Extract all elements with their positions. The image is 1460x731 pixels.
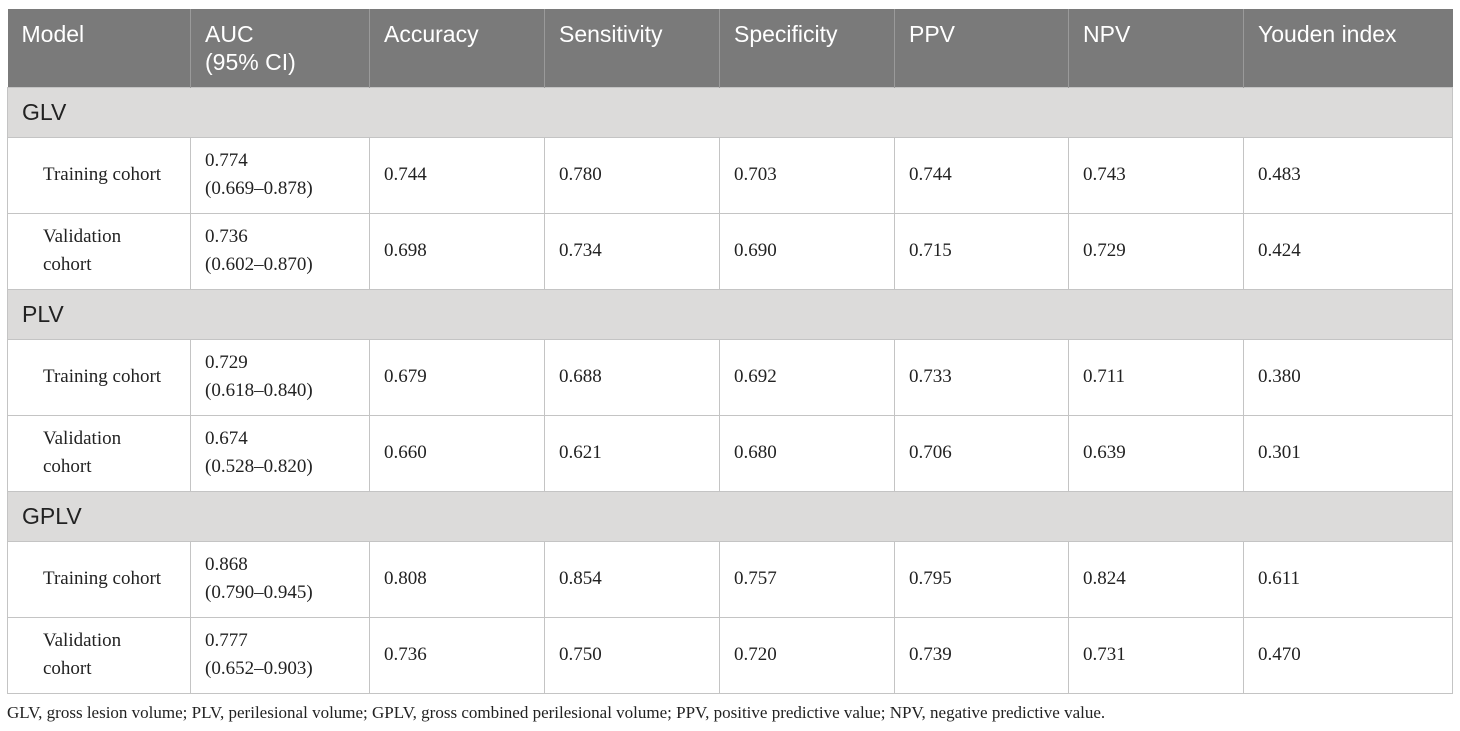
auc-ci: (0.652–0.903): [205, 658, 313, 679]
ppv-cell: 0.744: [895, 137, 1069, 213]
npv-cell: 0.824: [1069, 541, 1244, 617]
auc-cell: [191, 339, 370, 415]
header-auc: AUC (95% CI): [191, 9, 370, 87]
header-specificity: Specificity: [720, 9, 895, 87]
results-table: [7, 9, 1453, 694]
group-row-plv: [8, 289, 1453, 339]
header-ppv: PPV: [895, 9, 1069, 87]
table-row: [8, 541, 1453, 617]
sensitivity-cell: 0.621: [545, 415, 720, 491]
auc-ci: (0.669–0.878): [205, 178, 313, 199]
accuracy-cell: 0.679: [370, 339, 545, 415]
youden-cell: 0.611: [1244, 541, 1453, 617]
group-row-gplv: [8, 491, 1453, 541]
specificity-cell: 0.703: [720, 137, 895, 213]
npv-cell: 0.711: [1069, 339, 1244, 415]
auc-ci: (0.528–0.820): [205, 456, 313, 477]
specificity-cell: 0.690: [720, 213, 895, 289]
ppv-cell: 0.795: [895, 541, 1069, 617]
table-row: [8, 415, 1453, 491]
header-npv: NPV: [1069, 9, 1244, 87]
youden-cell: 0.301: [1244, 415, 1453, 491]
ppv-cell: 0.739: [895, 617, 1069, 693]
accuracy-cell: 0.698: [370, 213, 545, 289]
table-row: [8, 339, 1453, 415]
npv-cell: 0.731: [1069, 617, 1244, 693]
auc-value: 0.868: [205, 554, 248, 575]
auc-value: 0.729: [205, 352, 248, 373]
header-accuracy: Accuracy: [370, 9, 545, 87]
cohort-label: Training cohort: [8, 137, 191, 213]
cohort-label: Validation cohort: [8, 213, 191, 289]
results-table-container: [7, 9, 1452, 694]
ppv-cell: 0.715: [895, 213, 1069, 289]
group-label: PLV: [8, 289, 1453, 339]
sensitivity-cell: 0.688: [545, 339, 720, 415]
cohort-label: Training cohort: [8, 541, 191, 617]
auc-ci: (0.790–0.945): [205, 582, 313, 603]
auc-value: 0.674: [205, 428, 248, 449]
group-label: GPLV: [8, 491, 1453, 541]
sensitivity-cell: 0.734: [545, 213, 720, 289]
youden-cell: 0.470: [1244, 617, 1453, 693]
cohort-label: Validation cohort: [8, 617, 191, 693]
accuracy-cell: 0.744: [370, 137, 545, 213]
auc-ci: (0.602–0.870): [205, 254, 313, 275]
table-row: [8, 213, 1453, 289]
auc-value: 0.736: [205, 226, 248, 247]
sensitivity-cell: 0.750: [545, 617, 720, 693]
npv-cell: 0.729: [1069, 213, 1244, 289]
group-row-glv: [8, 87, 1453, 137]
sensitivity-cell: 0.780: [545, 137, 720, 213]
specificity-cell: 0.720: [720, 617, 895, 693]
accuracy-cell: 0.808: [370, 541, 545, 617]
header-youden: Youden index: [1244, 9, 1453, 87]
ppv-cell: 0.706: [895, 415, 1069, 491]
auc-cell: [191, 137, 370, 213]
header-row: [8, 9, 1453, 87]
group-label: GLV: [8, 87, 1453, 137]
auc-cell: [191, 541, 370, 617]
ppv-cell: 0.733: [895, 339, 1069, 415]
header-model: Model: [8, 9, 191, 87]
cohort-label: Validation cohort: [8, 415, 191, 491]
sensitivity-cell: 0.854: [545, 541, 720, 617]
table-row: [8, 137, 1453, 213]
accuracy-cell: 0.736: [370, 617, 545, 693]
auc-cell: [191, 617, 370, 693]
youden-cell: 0.380: [1244, 339, 1453, 415]
specificity-cell: 0.680: [720, 415, 895, 491]
specificity-cell: 0.692: [720, 339, 895, 415]
specificity-cell: 0.757: [720, 541, 895, 617]
npv-cell: 0.743: [1069, 137, 1244, 213]
youden-cell: 0.424: [1244, 213, 1453, 289]
npv-cell: 0.639: [1069, 415, 1244, 491]
table-row: [8, 617, 1453, 693]
auc-value: 0.774: [205, 150, 248, 171]
header-sensitivity: Sensitivity: [545, 9, 720, 87]
auc-value: 0.777: [205, 630, 248, 651]
table-footnote: GLV, gross lesion volume; PLV, perilesional volume; GPLV, gross combined perilesional volume; PPV, positive predictive value; NPV, negative predictive value.: [7, 703, 1106, 722]
youden-cell: 0.483: [1244, 137, 1453, 213]
cohort-label: Training cohort: [8, 339, 191, 415]
accuracy-cell: 0.660: [370, 415, 545, 491]
auc-cell: [191, 213, 370, 289]
auc-cell: [191, 415, 370, 491]
auc-ci: (0.618–0.840): [205, 380, 313, 401]
